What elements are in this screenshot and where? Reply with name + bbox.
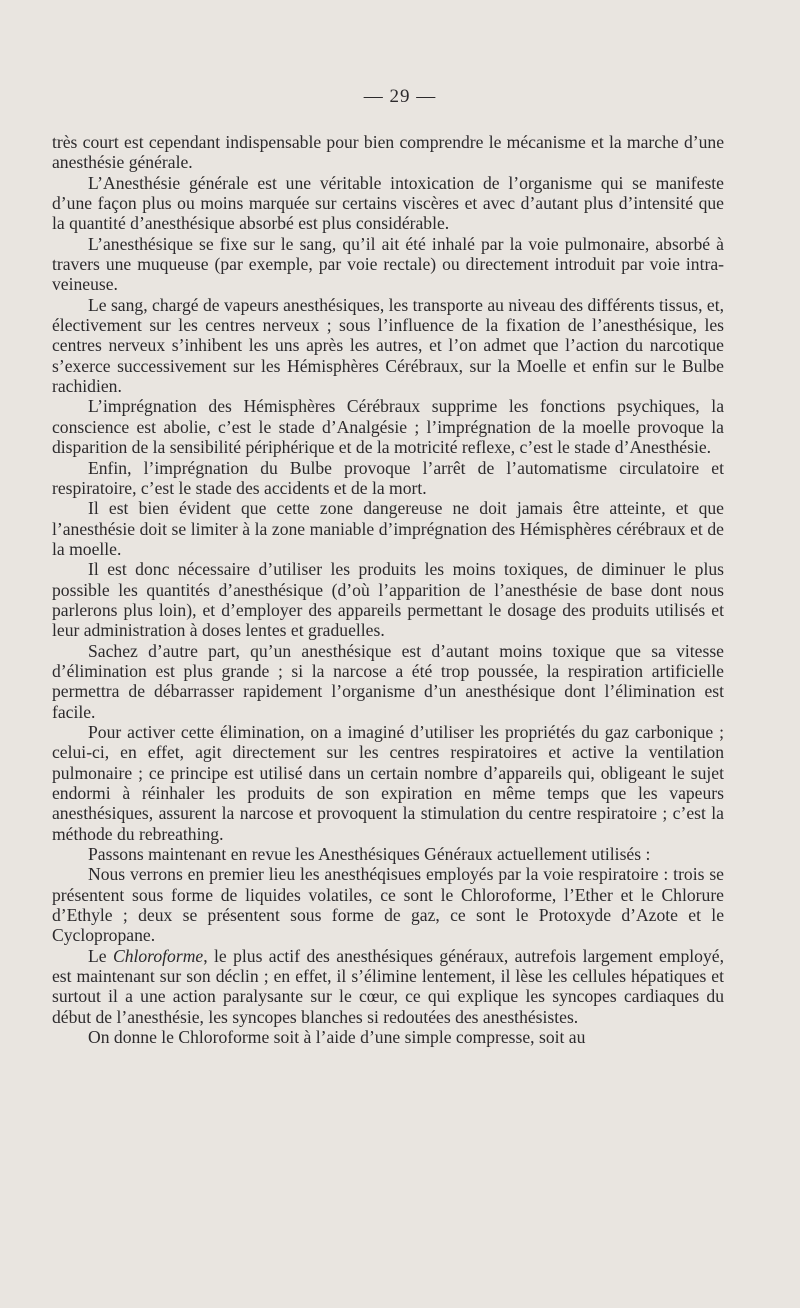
paragraph: Pour activer cette élimination, on a imaginé d’utiliser les propriétés du gaz carbonique ; celui-ci, en effet, agit directement sur les centres respiratoires et active la ventilation pulmonaire ; ce principe est utilisé dans un certain nombre d’appareils qui, obligeant le sujet endormi à réinhaler les produits de son expiration en même temps que les vapeurs anesthésiques, assurent la narcose et provoquent la stimulation du centre respiratoire ; c’est la méthode du rebreathing. [52,721,724,844]
paragraph: Il est bien évident que cette zone dangereuse ne doit jamais être atteinte, et que l’anesthésie doit se limiter à la zone maniable d’imprégnation des Hémisphères cérébraux et de la moelle. [52,498,724,559]
paragraph: Enfin, l’imprégnation du Bulbe provoque l’arrêt de l’automatisme circulatoire et respiratoire, c’est le stade des accidents et de la mort. [52,457,724,498]
paragraph: On donne le Chloroforme soit à l’aide d’une simple compresse, soit au [88,1027,586,1048]
paragraph: Nous verrons en premier lieu les anesthéqisues employés par la voie respiratoire : trois se présentent sous forme de liquides volatiles, ce sont le Chloroforme, l’Ether et le Chlorure d’Ethyle ; deux se présentent sous forme de gaz, ce sont le Protoxyde d’Azote et le Cyclopropane. [52,864,724,946]
paragraph: L’Anesthésie générale est une véritable intoxication de l’organisme qui se manifeste d’une façon plus ou moins marquée sur certains viscères et avec d’autant plus d’intensité que la quantité d’anesthésique absorbé est plus considérable. [52,172,724,234]
italic-term: Chloroforme [112,945,204,966]
paragraph-rest: , le plus actif des anesthésiques généraux, autrefois largement employé, est maintenant sur son déclin ; en effet, il s’élimine lentement, il lèse les cellules hépatiques et surtout il a une action paralysante sur le cœur, ce qui explique les syncopes cardiaques du début de l’anesthésie, les syncopes blanches si redoutées des anesthésistes. [52,945,724,1027]
body-text [52,132,724,1047]
paragraph: Sachez d’autre part, qu’un anesthésique est d’autant moins toxique que sa vitesse d’élimination est plus grande ; si la narcose a été trop poussée, la respiration artificielle permettra de débarrasser rapidement l’organisme d’un anesthésique dont l’élimination est facile. [52,640,724,722]
paragraph-lead: Le [88,945,113,966]
paragraph: Il est donc nécessaire d’utiliser les produits les moins toxiques, de diminuer le plus possible les quantités d’anesthésique (d’où l’apparition de l’anesthésie de base dont nous parlerons plus loin), et d’employer des appareils permettant le dosage des produits utilisés et leur administration à doses lentes et graduelles. [52,559,724,641]
paragraph-chloroforme [52,946,724,1027]
page-number: — 29 — [363,86,437,107]
paragraph: Passons maintenant en revue les Anesthésiques Généraux actuellement utilisés : [88,844,651,865]
paragraph-continuation: très court est cependant indispensable pour bien comprendre le mécanisme et la marche d’une anesthésie générale. [52,132,724,173]
paragraph: L’imprégnation des Hémisphères Cérébraux supprime les fonctions psychiques, la conscience est abolie, c’est le stade d’Analgésie ; l’imprégnation de la moelle provoque la disparition de la sensibilité périphérique et de la motricité reflexe, c’est le stade d’Anesthésie. [52,396,724,458]
paragraph: L’anesthésique se fixe sur le sang, qu’il ait été inhalé par la voie pulmonaire, absorbé à travers une muqueuse (par exemple, par voie rectale) ou directement introduit par voie intra-veineuse. [52,233,724,295]
paragraph: Le sang, chargé de vapeurs anesthésiques, les transporte au niveau des différents tissus, et, électivement sur les centres nerveux ; sous l’influence de la fixation de l’anesthésique, les centres nerveux s’inhibent les uns après les autres, et l’on admet que l’action du narcotique s’exerce successivement sur les Hémisphères Cérébraux, sur la Moelle et enfin sur le Bulbe rachidien. [52,294,724,397]
